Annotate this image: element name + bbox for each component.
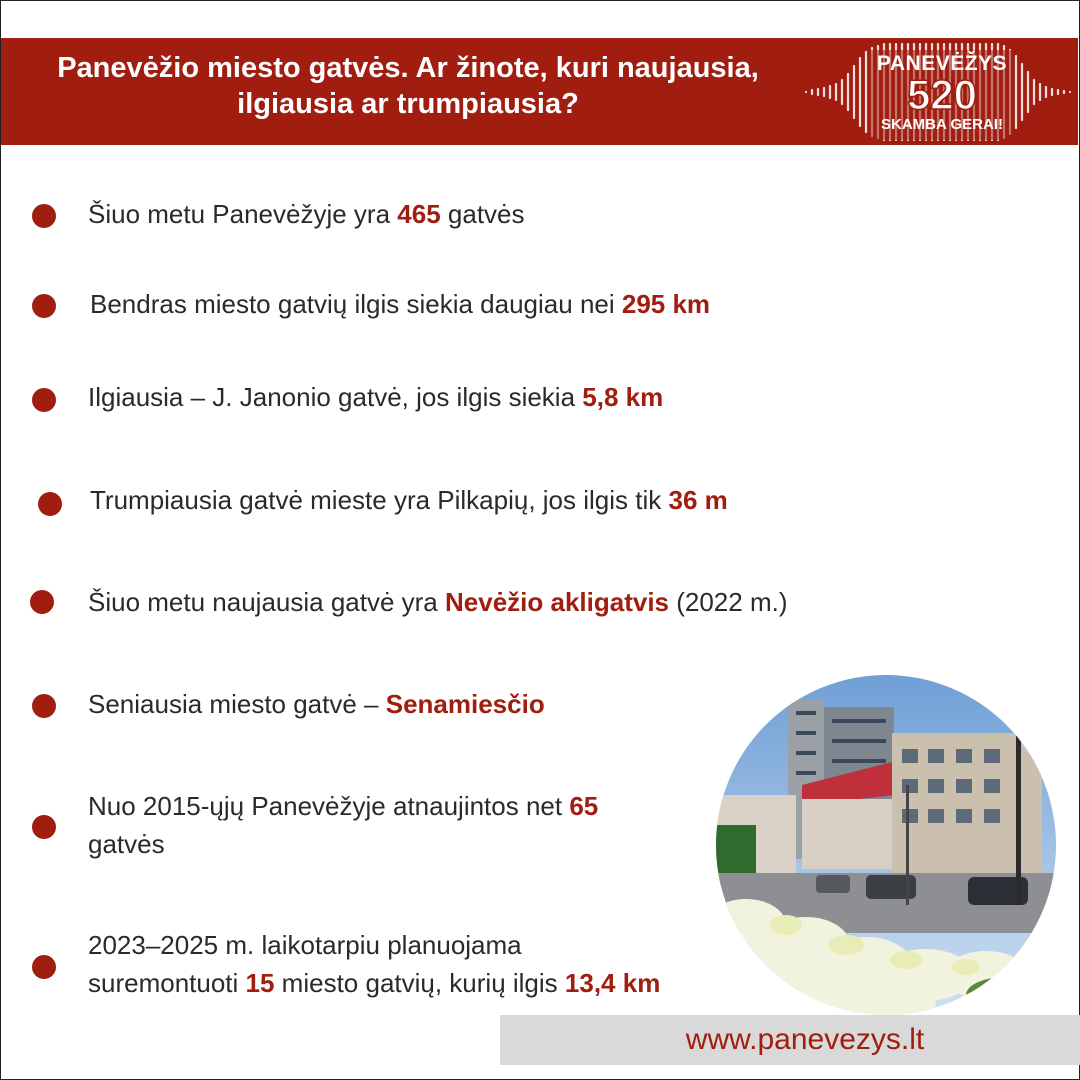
fact-item: Ilgiausia – J. Janonio gatvė, jos ilgis siekia 5,8 km <box>88 382 664 412</box>
bullet-icon <box>32 294 56 318</box>
fact-item: Šiuo metu naujausia gatvė yra Nevėžio akligatvis (2022 m.) <box>88 587 788 617</box>
fact-item: Bendras miesto gatvių ilgis siekia daugiau nei 295 km <box>90 289 711 319</box>
title-line-1: Panevėžio miesto gatvės. Ar žinote, kuri naujausia, <box>57 52 759 84</box>
street-photo <box>716 675 1056 1015</box>
bullet-icon <box>32 388 56 412</box>
fact-item: Šiuo metu Panevėžyje yra 465 gatvės <box>88 199 525 229</box>
logo-brand: PANEVĖŽYS <box>876 52 1008 75</box>
fact-item: Trumpiausia gatvė mieste yra Pilkapių, jos ilgis tik 36 m <box>90 485 728 515</box>
logo-number: 520 <box>906 71 978 118</box>
bullet-icon <box>32 694 56 718</box>
title-line-2: ilgiausia ar trumpiausia? <box>237 88 579 120</box>
fact-item: 2023–2025 m. laikotarpiu planuojama suremontuoti 15 miesto gatvių, kurių ilgis 13,4 km <box>88 930 661 998</box>
bullet-icon <box>30 590 54 614</box>
fact-item: Nuo 2015-ųjų Panevėžyje atnaujintos net 65 gatvės <box>88 791 599 859</box>
website-link[interactable]: www.panevezys.lt <box>685 1023 925 1056</box>
logo-tagline: SKAMBA GERAI! <box>881 116 1003 133</box>
bullet-icon <box>32 204 56 228</box>
bullet-icon <box>32 955 56 979</box>
bullet-icon <box>32 815 56 839</box>
fact-item: Seniausia miesto gatvė – Senamiesčio <box>88 689 545 719</box>
bullet-icon <box>38 492 62 516</box>
